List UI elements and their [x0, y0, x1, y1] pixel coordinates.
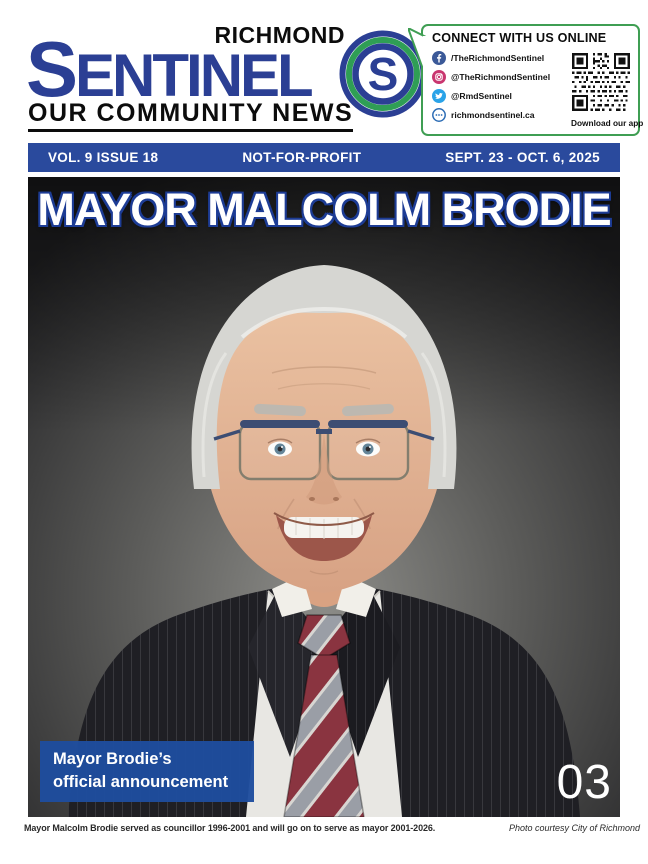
masthead-title-rest: ENTINEL: [75, 42, 311, 109]
issue-volume: VOL. 9 ISSUE 18: [48, 150, 159, 165]
connect-title: CONNECT WITH US ONLINE: [432, 31, 607, 45]
twitter-handle: @RmdSentinel: [451, 90, 512, 101]
masthead-kicker: RICHMOND: [214, 22, 345, 48]
teaser-line2: official announcement: [53, 773, 229, 792]
facebook-handle: /TheRichmondSentinel: [451, 52, 545, 63]
masthead-title-initial: S: [26, 25, 76, 113]
connect-box-tail: [408, 28, 428, 74]
photo-credit: Photo courtesy City of Richmond: [508, 823, 640, 833]
issue-type: NOT-FOR-PROFIT: [242, 150, 362, 165]
qr-code-block: [571, 53, 644, 128]
cover-headline: MAYOR MALCOLM BRODIE: [37, 184, 611, 235]
website-icon: [432, 108, 446, 122]
twitter-icon: [432, 89, 446, 103]
page-number: 03: [556, 756, 612, 809]
issue-dates: SEPT. 23 - OCT. 6, 2025: [445, 150, 600, 165]
svg-text:S: S: [367, 48, 399, 100]
cover-photo: [28, 177, 620, 817]
photo-caption: Mayor Malcolm Brodie served as councillor 1996-2001 and will go on to serve as mayor 2001-2026.: [24, 823, 436, 833]
teaser-box[interactable]: [40, 741, 254, 802]
issue-info-bar: [28, 143, 620, 172]
photo-caption-row: [24, 823, 640, 833]
connect-box: [421, 24, 644, 136]
masthead-title: [26, 25, 311, 113]
masthead-tagline: OUR COMMUNITY NEWS: [28, 99, 353, 132]
qr-caption: Download our app: [571, 118, 644, 128]
teaser-line1: Mayor Brodie’s: [53, 750, 172, 768]
instagram-handle: @TheRichmondSentinel: [451, 71, 551, 82]
facebook-icon: [432, 51, 446, 65]
mayor-portrait-illustration: [28, 177, 620, 817]
website-handle: richmondsentinel.ca: [451, 109, 535, 120]
instagram-icon: [432, 70, 446, 84]
qr-code-icon: [572, 53, 630, 111]
